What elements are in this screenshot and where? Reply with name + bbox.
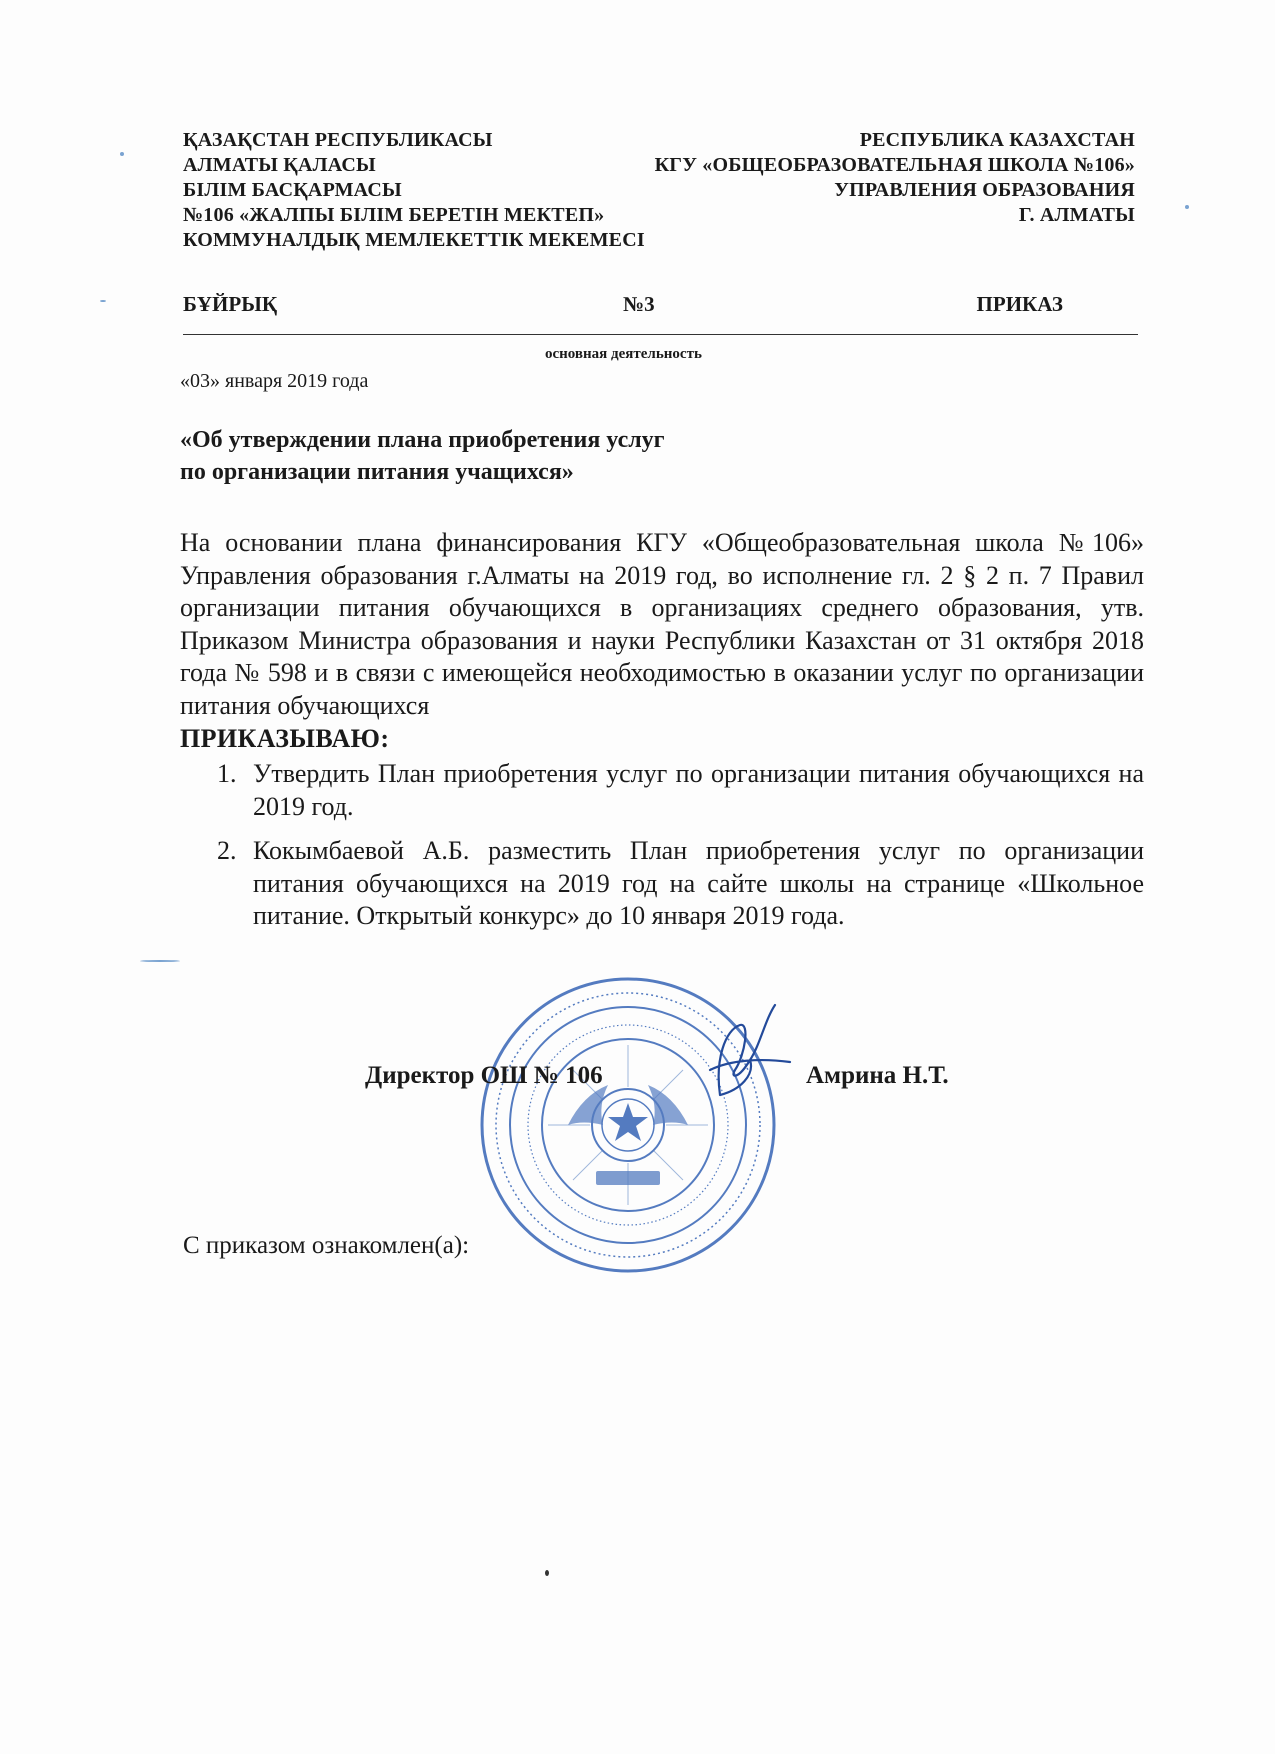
scan-speck	[545, 1570, 549, 1576]
order-item-number: 1.	[217, 759, 237, 788]
order-title-line: «Об утверждении плана приобретения услуг	[180, 427, 665, 453]
header-divider	[183, 334, 1138, 335]
header-kz-line: №106 «ЖАЛПЫ БІЛІМ БЕРЕТІН МЕКТЕП»	[183, 204, 605, 226]
scan-speck	[120, 152, 124, 156]
order-label-ru: ПРИКАЗ	[976, 292, 1063, 316]
order-date: «03» января 2019 года	[180, 370, 369, 392]
header-ru	[575, 128, 1135, 228]
signatory-title: Директор ОШ № 106	[365, 1062, 603, 1089]
header-ru-line: УПРАВЛЕНИЯ ОБРАЗОВАНИЯ	[834, 179, 1135, 201]
handwritten-signature-icon	[690, 1000, 800, 1110]
order-item-text: Кокымбаевой А.Б. разместить План приобретения услуг по организации питания обучающихся на 2019 год на сайте школы на странице «Школьное питание. Открытый конкурс» до 10 января 2019 года.	[253, 836, 1144, 931]
header-ru-line: КГУ «ОБЩЕОБРАЗОВАТЕЛЬНАЯ ШКОЛА №106»	[654, 154, 1135, 176]
scan-speck	[140, 960, 180, 962]
signature-row	[0, 1062, 1275, 1096]
order-label-kz: БҰЙРЫҚ	[183, 292, 278, 316]
order-item	[200, 835, 1144, 933]
header-kz-line: АЛМАТЫ ҚАЛАСЫ	[183, 154, 376, 176]
order-heading-row	[183, 292, 1135, 320]
acquainted-line: С приказом ознакомлен(а):	[183, 1232, 470, 1259]
order-title	[180, 424, 665, 488]
order-item	[200, 758, 1144, 823]
signatory-name: Амрина Н.Т.	[806, 1062, 949, 1089]
header-kz-line: ҚАЗАҚСТАН РЕСПУБЛИКАСЫ	[183, 129, 493, 151]
header-kz-line: КОММУНАЛДЫҚ МЕМЛЕКЕТТІК МЕКЕМЕСІ	[183, 229, 645, 251]
order-title-line: по организации питания учащихся»	[180, 459, 574, 485]
header-kz-line: БІЛІМ БАСҚАРМАСЫ	[183, 179, 402, 201]
order-directive: ПРИКАЗЫВАЮ:	[180, 724, 390, 753]
scan-speck	[1185, 205, 1189, 209]
header-ru-line: Г. АЛМАТЫ	[1018, 204, 1135, 226]
activity-type: основная деятельность	[545, 346, 702, 362]
order-items-list	[200, 758, 1144, 945]
header-ru-line: РЕСПУБЛИКА КАЗАХСТАН	[859, 129, 1135, 151]
order-number: №3	[623, 292, 655, 316]
order-item-number: 2.	[217, 836, 237, 866]
scan-speck	[100, 300, 106, 302]
order-item-text: Утвердить План приобретения услуг по организации питания обучающихся на 2019 год.	[253, 759, 1144, 821]
body-paragraph: На основании плана финансирования КГУ «Общеобразовательная школа №106» Управления образования г.Алматы на 2019 год, во исполнение гл. 2 § 2 п. 7 Правил организации питания обучающихся в организациях среднего образования, утв. Приказом Министра образования и науки Республики Казахстан от 31 октября 2018 года № 598 и в связи с имеющейся необходимостью в оказании услуг по организации питания обучающихся	[180, 528, 1144, 720]
